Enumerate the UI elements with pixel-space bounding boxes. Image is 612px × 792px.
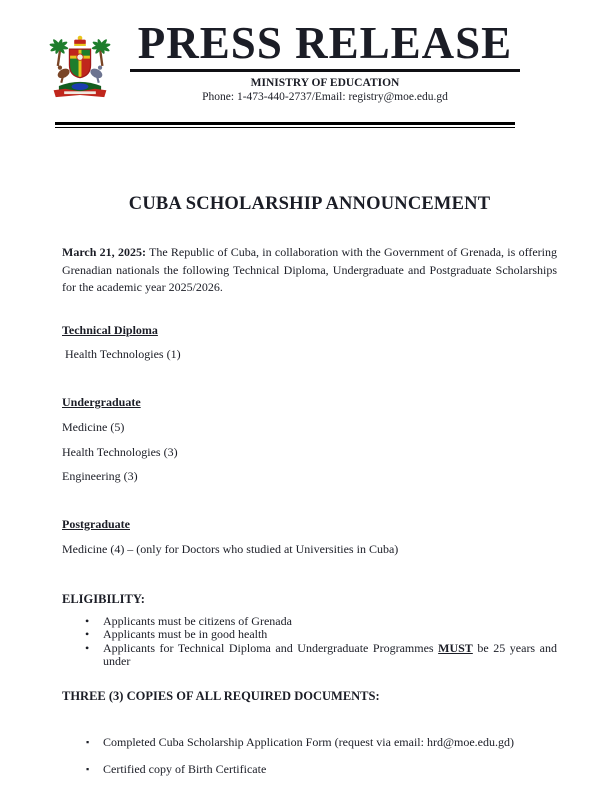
ministry-name: MINISTRY OF EDUCATION: [250, 77, 400, 89]
list-item: Medicine (5): [62, 419, 125, 434]
list-item: Medicine (4) – (only for Doctors who studied at Universities in Cuba): [62, 541, 399, 556]
list-item: Health Technologies (1): [65, 346, 181, 361]
document-title: CUBA SCHOLARSHIP ANNOUNCEMENT: [128, 194, 491, 214]
list-item: Health Technologies (3): [62, 444, 178, 459]
eligibility-list: [62, 615, 557, 669]
intro-text: The Republic of Cuba, in collaboration with the Government of Grenada, is offering Grenadian nationals the following Technical Diploma, Undergraduate and Postgraduate Scholarships for the academic year 2025/2026.: [62, 245, 557, 294]
list-item: Engineering (3): [62, 468, 138, 483]
eligibility-must-emphasis: MUST: [438, 640, 473, 655]
letterhead: [85, 0, 565, 104]
document-body: [62, 194, 557, 776]
grenada-coat-of-arms-icon: [42, 32, 118, 100]
eligibility-heading: ELIGIBILITY:: [62, 591, 145, 606]
list-item: ▪ Completed Cuba Scholarship Application Form (request via email: hrd@moe.edu.gd): [62, 736, 557, 750]
shield-icon: [69, 49, 90, 79]
list-item: [62, 642, 557, 669]
eligibility-item3-pre: Applicants for Technical Diploma and Undergraduate Programmes: [103, 640, 439, 655]
palm-left-icon: [49, 38, 69, 66]
crown-icon: [74, 36, 86, 46]
list-item: • Applicants must be in good health: [62, 628, 557, 642]
section-heading-technical-diploma: Technical Diploma: [62, 322, 158, 337]
required-documents-list: [62, 736, 557, 777]
grenada-coat-of-arms-logo: [42, 32, 118, 100]
list-item: • Applicants must be citizens of Grenada: [62, 615, 557, 629]
contact-line: Phone: 1-473-440-2737/Email: registry@moe.edu.gd: [202, 91, 448, 103]
eligibility-item3-post: be 25 years and under: [103, 640, 557, 668]
press-release-title: PRESS RELEASE: [130, 21, 520, 72]
list-item: ▪ Certified copy of Birth Certificate: [62, 763, 557, 777]
section-heading-postgraduate: Postgraduate: [62, 516, 130, 531]
palm-right-icon: [91, 38, 111, 66]
armadillo-icon: [56, 65, 71, 83]
header-divider: [55, 122, 515, 128]
required-documents-heading: THREE (3) COPIES OF ALL REQUIRED DOCUMENTS:: [62, 688, 380, 703]
section-heading-undergraduate: Undergraduate: [62, 394, 141, 409]
intro-paragraph: [62, 244, 557, 297]
dove-icon: [89, 65, 104, 83]
intro-date: March 21, 2025:: [62, 245, 146, 259]
